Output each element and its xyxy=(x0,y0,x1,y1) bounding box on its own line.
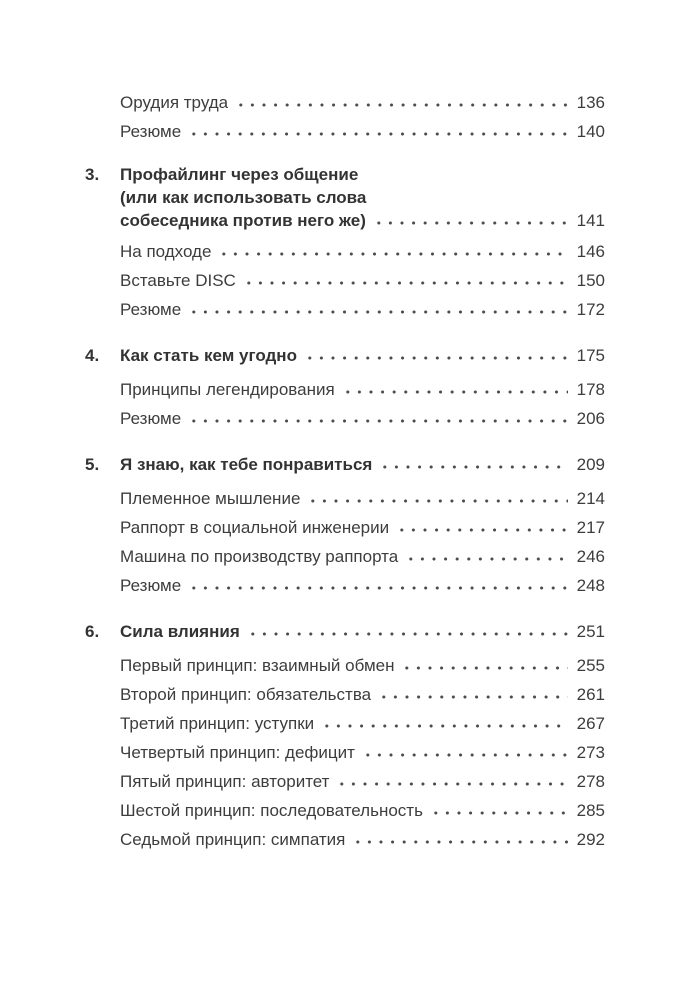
toc-entry xyxy=(85,375,605,404)
toc-entry-page: 172 xyxy=(576,300,605,319)
toc-entry-page: 140 xyxy=(576,122,605,141)
toc-entry xyxy=(85,117,605,146)
toc-entry-page: 248 xyxy=(576,576,605,595)
toc-entry-page: 150 xyxy=(576,271,605,290)
toc-entry-label: Седьмой принцип: симпатия xyxy=(120,830,346,849)
toc-entry-page: 246 xyxy=(576,547,605,566)
dot-leader xyxy=(396,522,568,533)
toc-entry-label: Четвертый принцип: дефицит xyxy=(120,743,355,762)
toc-entry-label: Племенное мышление xyxy=(120,489,301,508)
dot-leader xyxy=(342,384,568,395)
dot-leader xyxy=(321,718,568,729)
chapter-number: 4. xyxy=(85,346,100,365)
toc-entry-label: Второй принцип: обязательства xyxy=(120,685,372,704)
toc-entry xyxy=(85,88,605,117)
toc-chapter-line xyxy=(85,163,605,186)
toc-entry xyxy=(85,404,605,433)
toc-entry-page: 251 xyxy=(576,622,605,641)
toc-entry-page: 178 xyxy=(576,380,605,399)
dot-leader xyxy=(247,626,568,637)
toc-entry xyxy=(85,237,605,266)
toc-entry-page: 136 xyxy=(576,93,605,112)
toc-entry-label: Сила влияния xyxy=(120,622,240,641)
dot-leader xyxy=(235,97,568,108)
toc-entry-label: Резюме xyxy=(120,300,182,319)
toc-chapter-entry xyxy=(85,341,605,370)
toc-entry xyxy=(85,825,605,854)
dot-leader xyxy=(336,776,568,787)
dot-leader xyxy=(362,747,568,758)
toc-entry xyxy=(85,484,605,513)
dot-leader xyxy=(352,834,568,845)
toc-entry-label: Резюме xyxy=(120,409,182,428)
toc-entry-page: 141 xyxy=(576,211,605,230)
toc-entry-page: 255 xyxy=(576,656,605,675)
dot-leader xyxy=(304,350,568,361)
toc-chapter-line xyxy=(85,209,605,232)
toc-chapter-entry xyxy=(85,450,605,479)
toc-entry xyxy=(85,295,605,324)
dot-leader xyxy=(401,660,568,671)
toc-entry xyxy=(85,796,605,825)
toc-entry-label: Машина по производству раппорта xyxy=(120,547,399,566)
toc-entry-label: (или как использовать слова xyxy=(120,188,367,207)
dot-leader xyxy=(378,689,568,700)
dot-leader xyxy=(188,413,568,424)
toc-entry-page: 217 xyxy=(576,518,605,537)
toc-entry-label: Первый принцип: взаимный обмен xyxy=(120,656,395,675)
toc-entry-label: Третий принцип: уступки xyxy=(120,714,315,733)
toc-chapter-entry xyxy=(85,163,605,232)
toc-entry xyxy=(85,266,605,295)
dot-leader xyxy=(379,459,568,470)
toc-chapter-line xyxy=(85,186,605,209)
toc-entry-label: Вставьте DISC xyxy=(120,271,236,290)
dot-leader xyxy=(430,805,568,816)
toc-entry xyxy=(85,767,605,796)
dot-leader xyxy=(243,275,568,286)
toc-entry-label: Как стать кем угодно xyxy=(120,346,297,365)
toc-entry-label: Я знаю, как тебе понравиться xyxy=(120,455,373,474)
toc-entry xyxy=(85,709,605,738)
toc-entry xyxy=(85,513,605,542)
toc-entry-page: 267 xyxy=(576,714,605,733)
toc-entry-label: Раппорт в социальной инженерии xyxy=(120,518,390,537)
toc-entry-label: Профайлинг через общение xyxy=(120,165,359,184)
dot-leader xyxy=(307,493,568,504)
toc-entry xyxy=(85,680,605,709)
toc-entry-page: 278 xyxy=(576,772,605,791)
dot-leader xyxy=(188,126,568,137)
toc-entry-page: 285 xyxy=(576,801,605,820)
dot-leader xyxy=(218,246,568,257)
dot-leader xyxy=(373,215,568,226)
toc-entry-label: Пятый принцип: авторитет xyxy=(120,772,330,791)
dot-leader xyxy=(405,551,568,562)
toc-entry-page: 273 xyxy=(576,743,605,762)
dot-leader xyxy=(188,304,568,315)
chapter-number: 5. xyxy=(85,455,100,474)
toc-entry xyxy=(85,651,605,680)
toc-entry-page: 214 xyxy=(576,489,605,508)
toc-entry-page: 292 xyxy=(576,830,605,849)
toc-entry-page: 209 xyxy=(576,455,605,474)
toc-entry-label: На подходе xyxy=(120,242,212,261)
toc-entry-label: Резюме xyxy=(120,576,182,595)
toc-entry-page: 206 xyxy=(576,409,605,428)
toc-entry xyxy=(85,571,605,600)
toc-entry-label: Резюме xyxy=(120,122,182,141)
toc-entry-page: 175 xyxy=(576,346,605,365)
toc-entry-label: собеседника против него же) xyxy=(120,211,366,230)
toc-entry xyxy=(85,738,605,767)
toc-entry-page: 146 xyxy=(576,242,605,261)
chapter-number: 6. xyxy=(85,622,100,641)
toc-chapter-entry xyxy=(85,617,605,646)
toc-entry-label: Принципы легендирования xyxy=(120,380,335,399)
toc-entry-label: Орудия труда xyxy=(120,93,229,112)
chapter-number: 3. xyxy=(85,165,100,184)
toc-entry-label: Шестой принцип: последовательность xyxy=(120,801,423,820)
dot-leader xyxy=(188,580,568,591)
toc-entry-page: 261 xyxy=(576,685,605,704)
toc-entry xyxy=(85,542,605,571)
